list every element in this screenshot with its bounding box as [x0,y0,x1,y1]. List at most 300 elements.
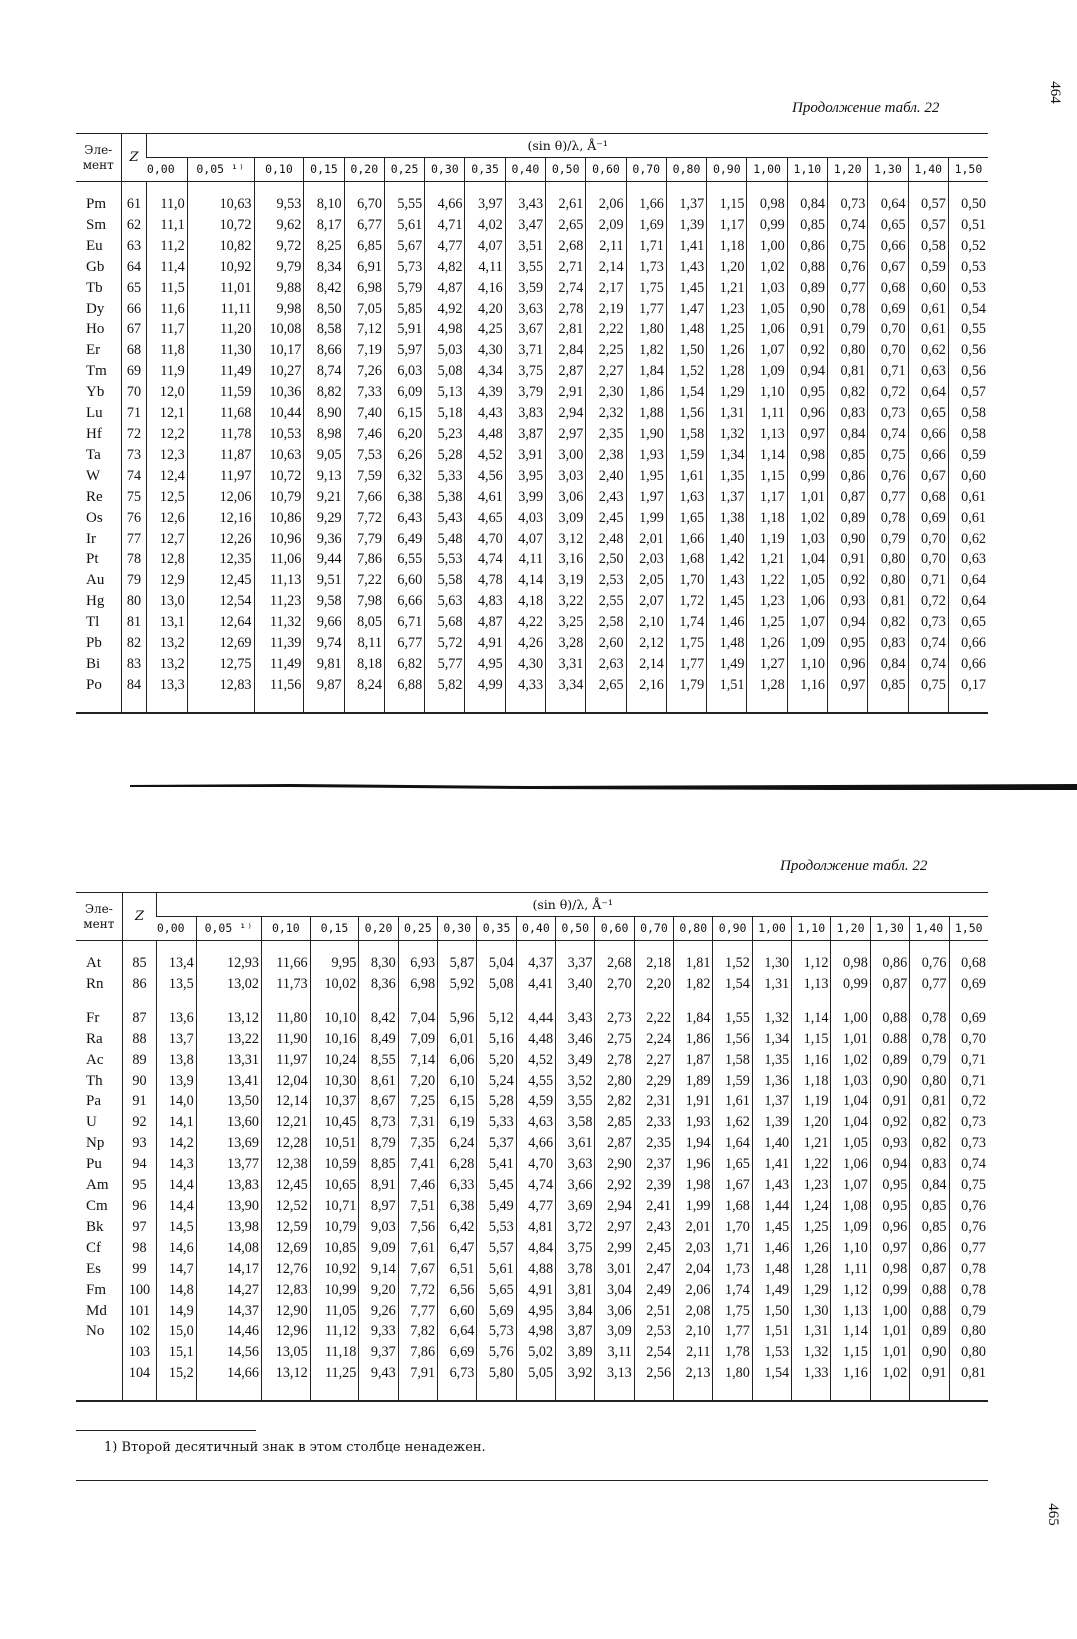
z-cell: 73 [121,445,147,466]
value-cell: 12,28 [261,1133,310,1154]
value-cell: 2,05 [626,570,666,591]
value-cell: 1,49 [707,654,747,675]
value-cell: 1,68 [713,1196,752,1217]
value-cell: 4,55 [516,1071,555,1092]
element-cell: Os [86,509,103,526]
value-cell: 1,65 [713,1154,752,1175]
z-cell: 88 [122,1029,157,1050]
value-cell: 0,71 [908,570,948,591]
value-cell: 12,16 [187,508,254,529]
value-cell: 0,71 [868,361,908,382]
value-cell: 5,38 [425,487,465,508]
value-cell: 2,65 [586,675,626,713]
value-cell: 6,10 [438,1071,477,1092]
column-header: 0,05 ¹⁾ [187,158,254,182]
value-cell: 1,70 [713,1217,752,1238]
column-header: 0,25 [398,917,437,941]
value-cell: 1,46 [707,612,747,633]
value-cell: 3,87 [505,424,545,445]
value-cell: 0,75 [908,675,948,713]
value-cell: 1,90 [626,424,666,445]
value-cell: 0,99 [870,1280,909,1301]
value-cell: 13,83 [196,1175,261,1196]
value-cell: 1,79 [666,675,706,713]
value-cell: 8,61 [359,1071,398,1092]
value-cell: 0,96 [828,654,868,675]
value-cell: 12,69 [187,633,254,654]
value-cell: 6,49 [384,529,424,550]
element-cell: No [86,1323,105,1340]
value-cell: 4,48 [516,1029,555,1050]
value-cell: 0,61 [908,299,948,320]
table-row [76,1091,988,1112]
column-header: 1,30 [868,158,908,182]
value-cell: 1,01 [870,1342,909,1363]
value-cell: 14,7 [157,1259,196,1280]
value-cell: 1,15 [747,466,787,487]
value-cell: 9,20 [359,1280,398,1301]
value-cell: 0,77 [828,278,868,299]
z-cell: 63 [121,236,147,257]
value-cell: 6,73 [438,1363,477,1401]
value-cell: 0,72 [908,591,948,612]
value-cell: 5,33 [425,466,465,487]
value-cell: 0,86 [910,1238,949,1259]
value-cell: 2,51 [634,1301,673,1322]
value-cell: 6,69 [438,1342,477,1363]
value-cell: 3,58 [556,1112,595,1133]
value-cell: 4,07 [465,236,505,257]
value-cell: 1,66 [626,182,666,215]
value-cell: 6,51 [438,1259,477,1280]
value-cell: 12,93 [196,941,261,974]
value-cell: 0,76 [949,1196,988,1217]
value-cell: 1,13 [831,1301,870,1322]
value-cell: 0,68 [868,278,908,299]
element-cell: Th [86,1072,103,1089]
value-cell: 2,16 [626,675,666,713]
value-cell: 6,64 [438,1321,477,1342]
value-cell: 9,09 [359,1238,398,1259]
value-cell: 1,72 [666,591,706,612]
value-cell: 4,70 [516,1154,555,1175]
column-header: 0,40 [505,158,545,182]
element-cell: Tl [86,614,100,631]
value-cell: 1,50 [666,340,706,361]
value-cell: 2,25 [586,340,626,361]
value-cell: 2,90 [595,1154,634,1175]
value-cell: 4,41 [516,974,555,995]
value-cell: 2,65 [546,215,586,236]
value-cell: 5,33 [477,1112,516,1133]
element-cell: W [86,467,101,484]
value-cell: 1,42 [707,549,747,570]
value-cell: 1,02 [870,1363,909,1401]
value-cell: 3,46 [556,1029,595,1050]
value-cell: 1,00 [831,995,870,1029]
value-cell: 0,95 [870,1175,909,1196]
table-row [76,1175,988,1196]
value-cell: 0,90 [870,1071,909,1092]
value-cell: 2,11 [586,236,626,257]
value-cell: 2,03 [626,549,666,570]
value-cell: 3,49 [556,1050,595,1071]
value-cell: 6,98 [398,974,437,995]
value-cell: 1,61 [666,466,706,487]
value-cell: 11,11 [187,299,254,320]
value-cell: 2,14 [586,257,626,278]
element-cell: Tm [86,363,107,380]
value-cell: 2,10 [674,1321,713,1342]
column-header: 1,00 [752,917,791,941]
value-cell: 0,76 [949,1217,988,1238]
table-row [76,361,988,382]
value-cell: 1,99 [626,508,666,529]
value-cell: 11,13 [254,570,304,591]
value-cell: 6,85 [344,236,384,257]
value-cell: 0,70 [949,1029,988,1050]
value-cell: 1,86 [626,382,666,403]
value-cell: 0,56 [948,361,988,382]
value-cell: 8,79 [359,1133,398,1154]
value-cell: 2,47 [634,1259,673,1280]
value-cell: 7,35 [398,1133,437,1154]
value-cell: 0,84 [910,1175,949,1196]
value-cell: 5,80 [477,1363,516,1401]
table-row [76,236,988,257]
value-cell: 0,79 [949,1301,988,1322]
value-cell: 1,00 [747,236,787,257]
value-cell: 5,87 [438,941,477,974]
column-header: 0,10 [254,158,304,182]
value-cell: 5,45 [477,1175,516,1196]
value-cell: 0,84 [828,424,868,445]
value-cell: 9,53 [254,182,304,215]
value-cell: 2,01 [626,529,666,550]
value-cell: 0,99 [787,466,827,487]
value-cell: 0,60 [948,466,988,487]
value-cell: 0,61 [948,487,988,508]
value-cell: 1,54 [666,382,706,403]
value-cell: 13,1 [147,612,187,633]
table-row [76,974,988,995]
z-cell: 76 [121,508,147,529]
value-cell: 11,20 [187,319,254,340]
column-header: 1,00 [747,158,787,182]
column-header: 0,70 [626,158,666,182]
value-cell: 1,15 [792,1029,831,1050]
value-cell: 0,70 [908,529,948,550]
value-cell: 6,93 [398,941,437,974]
value-cell: 0,71 [949,1071,988,1092]
value-cell: 13,4 [157,941,196,974]
value-cell: 1,32 [707,424,747,445]
value-cell: 14,66 [196,1363,261,1401]
value-cell: 4,02 [465,215,505,236]
value-cell: 1,77 [666,654,706,675]
value-cell: 0,83 [828,403,868,424]
value-cell: 4,61 [465,487,505,508]
value-cell: 0,87 [828,487,868,508]
value-cell: 0,68 [949,941,988,974]
column-header: 0,70 [634,917,673,941]
value-cell: 7,12 [344,319,384,340]
value-cell: 7,09 [398,1029,437,1050]
value-cell: 5,79 [384,278,424,299]
value-cell: 2,30 [586,382,626,403]
z-cell: 82 [121,633,147,654]
value-cell: 13,77 [196,1154,261,1175]
element-cell: Er [86,342,101,359]
table-row [76,403,988,424]
value-cell: 5,73 [477,1321,516,1342]
value-cell: 1,47 [666,299,706,320]
value-cell: 9,98 [254,299,304,320]
value-cell: 1,28 [792,1259,831,1280]
value-cell: 1,41 [666,236,706,257]
value-cell: 7,61 [398,1238,437,1259]
value-cell: 3,99 [505,487,545,508]
value-cell: 2,20 [634,974,673,995]
value-cell: 2,97 [546,424,586,445]
value-cell: 5,24 [477,1071,516,1092]
value-cell: 3,16 [546,549,586,570]
element-cell: Pa [86,1093,101,1110]
element-cell: Ac [86,1051,104,1068]
value-cell: 1,25 [707,319,747,340]
element-cell: Am [86,1177,109,1194]
value-cell: 0,95 [828,633,868,654]
value-cell: 12,64 [187,612,254,633]
value-cell: 1,74 [713,1280,752,1301]
value-cell: 11,6 [147,299,187,320]
value-cell: 5,28 [477,1091,516,1112]
value-cell: 3,43 [556,995,595,1029]
value-cell: 13,98 [196,1217,261,1238]
value-cell: 12,35 [187,549,254,570]
value-cell: 8,49 [359,1029,398,1050]
value-cell: 9,79 [254,257,304,278]
value-cell: 1,24 [792,1196,831,1217]
value-cell: 1,45 [752,1217,791,1238]
value-cell: 7,33 [344,382,384,403]
value-cell: 0,87 [870,974,909,995]
value-cell: 1,94 [674,1133,713,1154]
value-cell: 4,74 [516,1175,555,1196]
value-cell: 10,63 [254,445,304,466]
value-cell: 1,27 [747,654,787,675]
value-cell: 14,4 [157,1196,196,1217]
value-cell: 1,34 [752,1029,791,1050]
value-cell: 0,55 [948,319,988,340]
value-cell: 1,89 [674,1071,713,1092]
value-cell: 4,56 [465,466,505,487]
value-cell: 11,56 [254,675,304,713]
value-cell: 0,65 [908,403,948,424]
value-cell: 6,60 [384,570,424,591]
value-cell: 0,81 [949,1363,988,1401]
value-cell: 2,99 [595,1238,634,1259]
value-cell: 2,55 [586,591,626,612]
value-cell: 0,69 [908,508,948,529]
value-cell: 0,84 [787,182,827,215]
value-cell: 0,75 [828,236,868,257]
value-cell: 5,73 [384,257,424,278]
value-cell: 12,96 [261,1321,310,1342]
value-cell: 6,43 [384,508,424,529]
value-cell: 1,55 [713,995,752,1029]
value-cell: 7,25 [398,1091,437,1112]
value-cell: 2,17 [586,278,626,299]
z-cell: 65 [121,278,147,299]
value-cell: 1,34 [707,445,747,466]
value-cell: 3,04 [595,1280,634,1301]
value-cell: 10,79 [254,487,304,508]
value-cell: 0,93 [870,1133,909,1154]
table-row [76,612,988,633]
value-cell: 6,71 [384,612,424,633]
value-cell: 14,9 [157,1301,196,1322]
value-cell: 3,01 [595,1259,634,1280]
value-cell: 5,04 [477,941,516,974]
element-cell: Tb [86,279,103,296]
value-cell: 13,60 [196,1112,261,1133]
value-cell: 0,62 [948,529,988,550]
table-row [76,1071,988,1092]
z-cell: 66 [121,299,147,320]
element-cell: Pb [86,635,102,652]
value-cell: 5,05 [516,1363,555,1401]
value-cell: 5,97 [384,340,424,361]
value-cell: 0,56 [948,340,988,361]
value-cell: 0,81 [910,1091,949,1112]
z-cell: 87 [122,995,157,1029]
value-cell: 9,36 [304,529,344,550]
value-cell: 1,33 [792,1363,831,1401]
value-cell: 13,05 [261,1342,310,1363]
value-cell: 1,25 [792,1217,831,1238]
value-cell: 3,55 [505,257,545,278]
value-cell: 7,51 [398,1196,437,1217]
value-cell: 2,43 [586,487,626,508]
value-cell: 6,66 [384,591,424,612]
value-cell: 2,06 [586,182,626,215]
value-cell: 6,55 [384,549,424,570]
value-cell: 11,1 [147,215,187,236]
value-cell: 2,71 [546,257,586,278]
table-row [76,591,988,612]
value-cell: 1,05 [747,299,787,320]
value-cell: 6,28 [438,1154,477,1175]
value-cell: 0,67 [868,257,908,278]
value-cell: 5,91 [384,319,424,340]
value-cell: 0,96 [870,1217,909,1238]
value-cell: 3,00 [546,445,586,466]
value-cell: 6,98 [344,278,384,299]
value-cell: 5,23 [425,424,465,445]
value-cell: 0,58 [908,236,948,257]
value-cell: 2,49 [634,1280,673,1301]
value-cell: 3,75 [556,1238,595,1259]
value-cell: 1,03 [787,529,827,550]
value-cell: 11,01 [187,278,254,299]
value-cell: 10,44 [254,403,304,424]
value-cell: 1,98 [674,1175,713,1196]
value-cell: 8,73 [359,1112,398,1133]
value-cell: 7,19 [344,340,384,361]
value-cell: 3,61 [556,1133,595,1154]
value-cell: 8,82 [304,382,344,403]
value-cell: 5,53 [425,549,465,570]
value-cell: 2,73 [595,995,634,1029]
value-cell: 2,94 [546,403,586,424]
value-cell: 12,21 [261,1112,310,1133]
value-cell: 0,89 [828,508,868,529]
value-cell: 4,34 [465,361,505,382]
element-cell: Ir [86,530,96,547]
value-cell: 1,01 [787,487,827,508]
value-cell: 8,50 [304,299,344,320]
value-cell: 1,65 [666,508,706,529]
value-cell: 5,61 [477,1259,516,1280]
value-cell: 5,13 [425,382,465,403]
value-cell: 12,54 [187,591,254,612]
value-cell: 12,14 [261,1091,310,1112]
value-cell: 4,33 [505,675,545,713]
value-cell: 0,87 [910,1259,949,1280]
value-cell: 7,04 [398,995,437,1029]
value-cell: 0,79 [828,319,868,340]
value-cell: 5,08 [425,361,465,382]
value-cell: 12,38 [261,1154,310,1175]
value-cell: 0,60 [908,278,948,299]
value-cell: 5,68 [425,612,465,633]
element-cell: Po [86,676,102,693]
table-row [76,1301,988,1322]
value-cell: 12,8 [147,549,187,570]
value-cell: 0,64 [868,182,908,215]
value-cell: 9,72 [254,236,304,257]
footnote: 1) Второй десятичный знак в этом столбце ненадежен. [104,1440,486,1455]
value-cell: 2,92 [595,1175,634,1196]
column-header: 1,30 [870,917,909,941]
value-cell: 5,69 [477,1301,516,1322]
value-cell: 9,03 [359,1217,398,1238]
value-cell: 5,55 [384,182,424,215]
value-cell: 7,91 [398,1363,437,1401]
value-cell: 2,94 [595,1196,634,1217]
z-cell: 96 [122,1196,157,1217]
value-cell: 2,33 [634,1112,673,1133]
column-header: 0,90 [707,158,747,182]
value-cell: 0,88 [870,995,909,1029]
value-cell: 0,93 [828,591,868,612]
table-row [76,654,988,675]
value-cell: 0,82 [910,1112,949,1133]
value-cell: 11,5 [147,278,187,299]
value-cell: 1,10 [787,654,827,675]
value-cell: 0,98 [870,1259,909,1280]
value-cell: 2,01 [674,1217,713,1238]
value-cell: 0,70 [908,549,948,570]
value-cell: 1,14 [792,995,831,1029]
value-cell: 1,21 [792,1133,831,1154]
value-cell: 3,91 [505,445,545,466]
value-cell: 0,83 [910,1154,949,1175]
table-row [76,1050,988,1071]
value-cell: 11,4 [147,257,187,278]
value-cell: 2,78 [546,299,586,320]
